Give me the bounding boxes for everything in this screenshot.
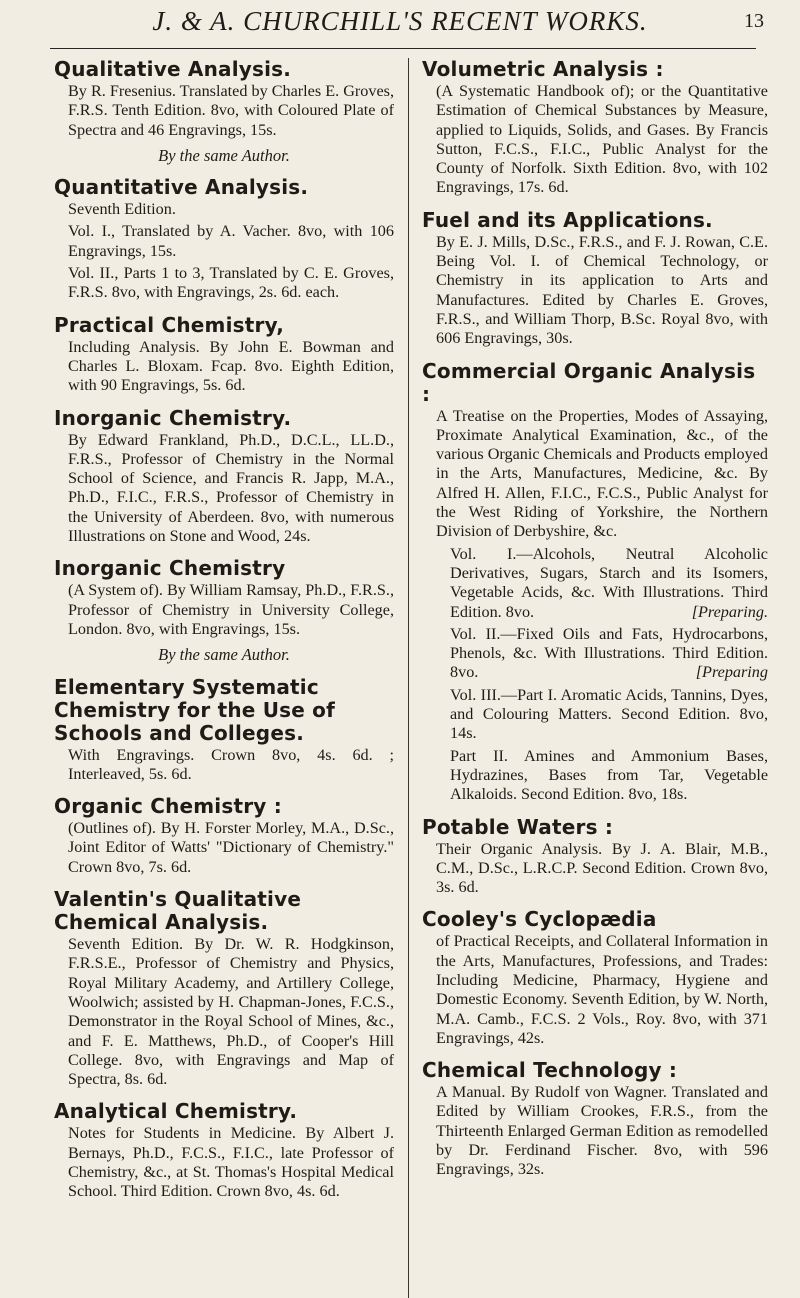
- book-title: Fuel and its Applications.: [422, 207, 713, 232]
- book-title: Organic Chemistry :: [54, 794, 282, 819]
- book-title: Quantitative Analysis.: [54, 175, 309, 200]
- book-title: Inorganic Chemistry: [54, 556, 286, 581]
- book-entry: [54, 176, 394, 302]
- book-description: Their Organic Analysis. By J. A. Blair, M.B., C.M., D.Sc., L.R.C.P. Second Edition. Crown 8vo, 3s. 6d.: [436, 839, 768, 897]
- running-title: J. & A. CHURCHILL'S RECENT WORKS.: [152, 6, 648, 36]
- volume-entry: [450, 686, 768, 744]
- volume-entry: [450, 625, 768, 683]
- book-description: By Edward Frankland, Ph.D., D.C.L., LL.D., F.R.S., Professor of Chemistry in the Normal School of Science, and Francis R. Japp, M.A., Ph.D., F.I.C., F.R.S., Professor of Chemistry in the University of Aberdeen. 8vo, with numerous Illustrations on Stone and Wood, 24s.: [68, 430, 394, 546]
- book-description: By E. J. Mills, D.Sc., F.R.S., and F. J. Rowan, C.E. Being Vol. I. of Chemical Technology, or Chemistry in its application to Arts and Manufactures. Edited by Charles E. Groves, F.R.S., and William Thorp, B.Sc. Royal 8vo, with 606 Engravings, 30s.: [436, 232, 768, 348]
- book-description: A Manual. By Rudolf von Wagner. Translated and Edited by William Crookes, F.R.S., from the Thirteenth Enlarged German Edition as remodelled by Dr. Ferdinand Fischer. 8vo, with 596 Engravings, 32s.: [436, 1083, 768, 1179]
- book-entry: [422, 1059, 768, 1179]
- book-description: A Treatise on the Properties, Modes of Assaying, Proximate Analytical Examination, &c., of the various Organic Chemicals and Products employed in the Arts, Manufactures, Medicine, &c. By Alfred H. Allen, F.I.C., F.C.S., Public Analyst for the West Riding of Yorkshire, the Northern Division of Derbyshire, &c.: [436, 406, 768, 541]
- availability-note: [Preparing: [695, 663, 768, 682]
- volume-text: Vol. III.—Part I. Aromatic Acids, Tannins, Dyes, and Colouring Matters. Second Edition. 8vo, 14s.: [450, 685, 768, 743]
- byline: By the same Author.: [158, 145, 290, 165]
- book-description: With Engravings. Crown 8vo, 4s. 6d. ; Interleaved, 5s. 6d.: [68, 745, 394, 783]
- book-entry: [422, 908, 768, 1048]
- volume-line: Vol. I., Translated by A. Vacher. 8vo, with 106 Engravings, 15s.: [68, 222, 394, 260]
- book-description: By R. Fresenius. Translated by Charles E. Groves, F.R.S. Tenth Edition. 8vo, with Coloured Plate of Spectra and 46 Engravings, 15s.: [68, 82, 394, 139]
- book-entry: [54, 407, 394, 547]
- volume-text: Vol. II.—Fixed Oils and Fats, Hydrocarbons, Phenols, &c. With Illustrations. Third Edition. 8vo.: [450, 624, 768, 682]
- book-entry: [54, 557, 394, 664]
- book-description: Including Analysis. By John E. Bowman and Charles L. Bloxam. Fcap. 8vo. Eighth Edition, with 90 Engravings, 5s. 6d.: [68, 337, 394, 395]
- book-entry: [422, 209, 768, 349]
- book-title: Chemical Technology :: [422, 1058, 678, 1083]
- running-head: [0, 4, 800, 50]
- book-entry: [422, 816, 768, 898]
- volume-entry: [450, 545, 768, 622]
- volume-entry: [450, 747, 768, 805]
- book-description: Seventh Edition. By Dr. W. R. Hodgkinson, F.R.S.E., Professor of Chemistry and Physics, Royal Military Academy, and Artillery College, Woolwich; assisted by H. Chapman-Jones, F.C.S., Demonstrator in the Royal School of Mines, &c., and F. E. Matthews, Ph.D., of Cooper's Hill College. 8vo, with Engravings and Map of Spectra, 8s. 6d.: [68, 935, 394, 1089]
- column-divider: [408, 58, 409, 1298]
- book-entry: [54, 314, 394, 396]
- volume-line: Vol. II., Parts 1 to 3, Translated by C. E. Groves, F.R.S. 8vo, with Engravings, 2s. 6d. each.: [68, 264, 394, 302]
- right-column: [422, 58, 768, 1191]
- book-title: Inorganic Chemistry.: [54, 405, 292, 430]
- book-entry: [54, 676, 394, 785]
- book-description: Seventh Edition.: [68, 200, 176, 219]
- book-description: (A Systematic Handbook of); or the Quantitative Estimation of Chemical Substances by Measure, applied to Liquids, Solids, and Gases. By Francis Sutton, F.C.S., F.I.C., Public Analyst for the County of Norfolk. Sixth Edition. 8vo, with 102 Engravings, 17s. 6d.: [436, 82, 768, 197]
- byline: By the same Author.: [158, 645, 290, 665]
- page-number: 13: [744, 10, 764, 32]
- book-description: (A System of). By William Ramsay, Ph.D., F.R.S., Professor of Chemistry in University College, London. 8vo, with Engravings, 15s.: [68, 581, 394, 638]
- book-title: Commercial Organic Analysis :: [422, 358, 756, 406]
- book-title: Volumetric Analysis :: [422, 57, 664, 81]
- book-title: Valentin's Qualitative Chemical Analysis.: [54, 887, 302, 935]
- left-column: [54, 58, 394, 1213]
- book-title: Analytical Chemistry.: [54, 1099, 298, 1124]
- book-entry: [422, 360, 768, 805]
- header-rule: [50, 48, 756, 49]
- book-description: (Outlines of). By H. Forster Morley, M.A., D.Sc., Joint Editor of Watts' "Dictionary of Chemistry." Crown 8vo, 7s. 6d.: [68, 819, 394, 876]
- book-title: Cooley's Cyclopædia: [422, 907, 657, 932]
- book-description: Notes for Students in Medicine. By Albert J. Bernays, Ph.D., F.C.S., F.I.C., late Professor of Chemistry, &c., at St. Thomas's Hospital Medical School. Third Edition. Crown 8vo, 4s. 6d.: [68, 1124, 394, 1201]
- availability-note: [Preparing.: [691, 602, 768, 621]
- volume-text: Vol. I.—Alcohols, Neutral Alcoholic Derivatives, Sugars, Starch and its Isomers, Vegetable Acids, &c. With Illustrations. Third Edition. 8vo.: [450, 544, 768, 621]
- book-title: Potable Waters :: [422, 814, 614, 839]
- book-entry: [54, 795, 394, 877]
- book-entry: [54, 58, 394, 165]
- book-entry: [422, 58, 768, 198]
- book-description: of Practical Receipts, and Collateral Information in the Arts, Manufactures, Professions, and Trades: Including Medicine, Pharmacy, Hygiene and Domestic Economy. Seventh Edition, by W. North, M.A. Camb., F.C.S. 2 Vols., Roy. 8vo, with 371 Engravings, 42s.: [436, 932, 768, 1047]
- book-entry: [54, 888, 394, 1089]
- volume-text: Part II. Amines and Ammonium Bases, Hydrazines, Bases from Tar, Vegetable Alkaloids. Second Edition. 8vo, 18s.: [450, 746, 768, 804]
- book-entry: [54, 1100, 394, 1201]
- book-title: Qualitative Analysis.: [54, 57, 292, 81]
- book-title: Elementary Systematic Chemistry for the Use of Schools and Colleges.: [54, 674, 336, 745]
- book-title: Practical Chemistry,: [54, 312, 285, 337]
